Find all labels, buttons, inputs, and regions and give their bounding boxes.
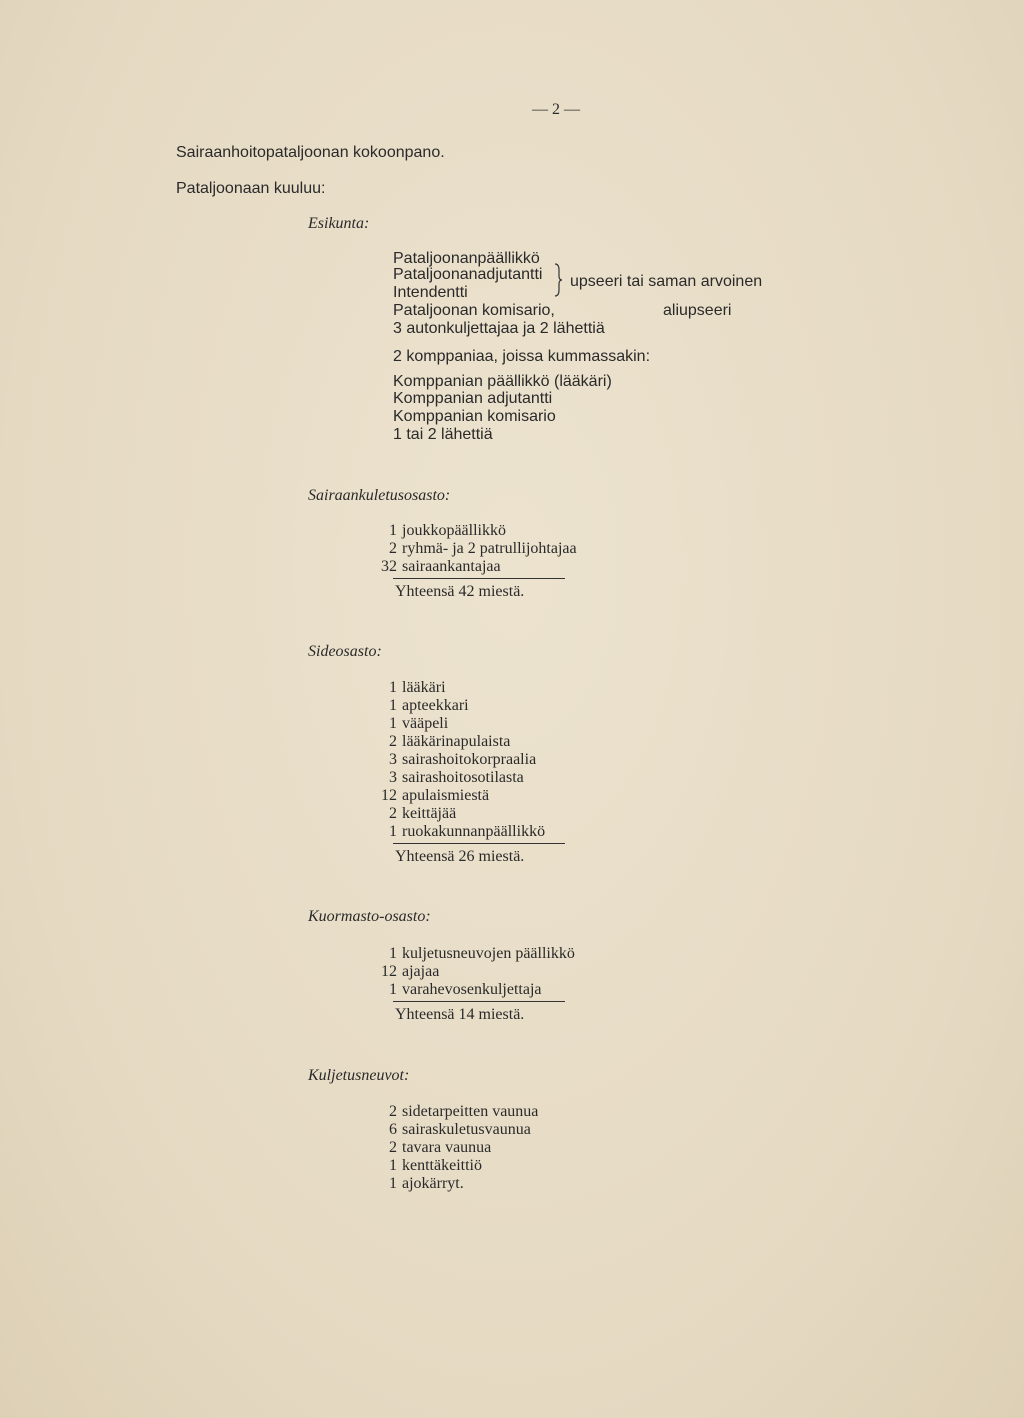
list-item: 1 kenttäkeittiö [389,1157,482,1174]
list-item: 2 keittäjää [389,805,457,822]
list-item: 32 sairaankantajaa [381,558,501,575]
esikunta-item: Pataljoonanadjutantti [393,266,543,283]
list-item: 12 apulaismiestä [381,787,490,804]
sum-rule [393,843,565,844]
list-item: 1 joukkopäällikkö [389,522,506,539]
company-item: Komppanian adjutantti [393,390,553,407]
kuormasto-heading: Kuormasto-osasto: [308,908,431,925]
page-number: — 2 — [532,101,580,118]
list-item: 1 ruokakunnanpäällikkö [389,823,546,840]
list-item: 3 sairashoitosotilasta [389,769,524,786]
curly-brace-icon [553,262,563,303]
esikunta-item: Pataljoonan komisario, [393,302,555,319]
list-item: 2 ryhmä- ja 2 patrullijohtajaa [389,540,577,557]
total-text: Yhteensä 26 miestä. [395,848,525,865]
list-item: 1 vääpeli [389,715,449,732]
list-item: 2 sidetarpeitten vaunua [389,1103,539,1120]
list-item: 12 ajajaa [381,963,440,980]
list-item: 2 tavara vaunua [389,1139,492,1156]
list-item: 6 sairaskuletusvaunua [389,1121,531,1138]
document-title: Sairaanhoitopataljoonan kokoonpano. [176,144,445,161]
esikunta-item: Pataljoonanpäällikkö [393,250,540,267]
list-item: 1 varahevosenkuljettaja [389,981,542,998]
sideosasto-heading: Sideosasto: [308,643,382,660]
companies-intro: 2 komppaniaa, joissa kummassakin: [393,348,651,365]
intro-text: Pataljoonaan kuuluu: [176,180,326,197]
note-upseeri: upseeri tai saman arvoinen [570,273,763,290]
list-item: 3 sairashoitokorpraalia [389,751,537,768]
sairaankuletus-heading: Sairaankuletusosasto: [308,487,451,504]
list-item: 1 ajokärryt. [389,1175,464,1192]
total-text: Yhteensä 42 miestä. [395,583,525,600]
note-aliupseeri: aliupseeri [663,302,732,319]
esikunta-heading: Esikunta: [308,215,370,232]
company-item: Komppanian komisario [393,408,556,425]
company-item: 1 tai 2 lähettiä [393,426,493,443]
kuljetusneuvot-heading: Kuljetusneuvot: [308,1067,410,1084]
sum-rule [393,578,565,579]
esikunta-item: 3 autonkuljettajaa ja 2 lähettiä [393,320,605,337]
sum-rule [393,1001,565,1002]
list-item: 1 kuljetusneuvojen päällikkö [389,945,575,962]
curly-brace-icon [553,262,563,298]
list-item: 1 lääkäri [389,679,446,696]
list-item: 2 lääkärinapulaista [389,733,511,750]
company-item: Komppanian päällikkö (lääkäri) [393,373,612,390]
esikunta-item: Intendentti [393,284,468,301]
total-text: Yhteensä 14 miestä. [395,1006,525,1023]
list-item: 1 apteekkari [389,697,469,714]
